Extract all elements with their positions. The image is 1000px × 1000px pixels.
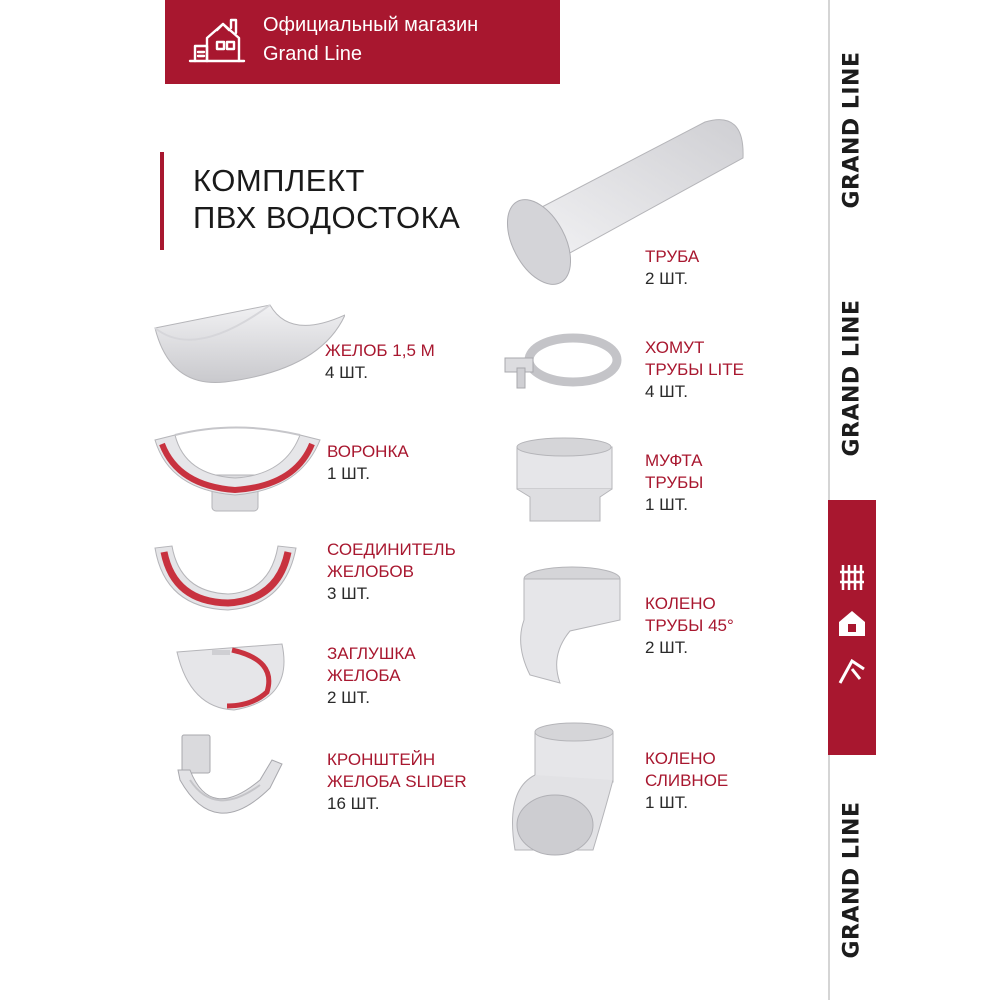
item-name: КРОНШТЕЙН <box>327 750 436 769</box>
item-pipe-coupling <box>645 450 703 516</box>
gutter-cap-image <box>172 640 297 715</box>
store-banner <box>165 0 560 84</box>
item-qty: 1 ШТ. <box>645 793 688 812</box>
item-name-2: СЛИВНОЕ <box>645 771 729 790</box>
brand-text: GRAND LINE <box>839 51 865 209</box>
item-pipe-elbow-45 <box>645 593 734 659</box>
gutter-bracket-image <box>160 730 300 840</box>
side-category-tab <box>828 500 876 755</box>
item-qty: 16 ШТ. <box>327 794 380 813</box>
item-qty: 2 ШТ. <box>645 638 688 657</box>
item-qty: 4 ШТ. <box>325 363 368 382</box>
item-qty: 2 ШТ. <box>327 688 370 707</box>
pipe-clamp-image <box>495 330 625 400</box>
item-qty: 1 ШТ. <box>327 464 370 483</box>
item-gutter-cap <box>327 643 416 709</box>
item-qty: 2 ШТ. <box>645 269 688 288</box>
item-name-2: ТРУБЫ 45° <box>645 616 734 635</box>
gutter-connector-image <box>150 540 300 615</box>
outlet-elbow-image <box>505 720 625 860</box>
item-name: КОЛЕНО <box>645 749 716 768</box>
item-gutter-connector <box>327 539 456 605</box>
item-qty: 4 ШТ. <box>645 382 688 401</box>
pipe-elbow-45-image <box>510 565 625 690</box>
item-name: СОЕДИНИТЕЛЬ <box>327 540 456 559</box>
item-pipe-clamp <box>645 337 744 403</box>
item-name-2: ТРУБЫ LITE <box>645 360 744 379</box>
item-name-2: ЖЕЛОБА <box>327 666 401 685</box>
item-gutter-bracket <box>327 749 467 815</box>
item-name: КОЛЕНО <box>645 594 716 613</box>
item-name: ХОМУТ <box>645 338 705 357</box>
banner-line1: Официальный магазин <box>263 14 479 36</box>
item-name-2: ЖЕЛОБОВ <box>327 562 414 581</box>
title-accent-bar <box>160 152 164 250</box>
item-name: ЖЕЛОБ 1,5 М <box>325 341 435 360</box>
house-icon <box>187 14 247 66</box>
brand-text: GRAND LINE <box>839 299 865 457</box>
item-name: МУФТА <box>645 451 703 470</box>
item-name: ТРУБА <box>645 247 700 266</box>
item-funnel <box>327 441 409 485</box>
roof-icon <box>838 655 866 685</box>
item-pipe <box>645 246 699 290</box>
brand-text: GRAND LINE <box>839 801 865 959</box>
item-name: ВОРОНКА <box>327 442 409 461</box>
funnel-image <box>150 420 325 515</box>
item-outlet-elbow <box>645 748 728 814</box>
item-name-2: ЖЕЛОБА SLIDER <box>327 772 467 791</box>
page-title-line2: ПВХ ВОДОСТОКА <box>193 200 461 235</box>
item-qty: 3 ШТ. <box>327 584 370 603</box>
item-gutter <box>325 340 435 384</box>
fence-icon <box>838 562 866 592</box>
house-icon <box>836 608 868 638</box>
pipe-coupling-image <box>512 435 617 525</box>
item-qty: 1 ШТ. <box>645 495 688 514</box>
gutter-image <box>150 300 345 390</box>
page-title-line1: КОМПЛЕКТ <box>193 163 365 198</box>
banner-line2: Grand Line <box>263 43 362 65</box>
pipe-image <box>505 110 750 290</box>
item-name: ЗАГЛУШКА <box>327 644 416 663</box>
item-name-2: ТРУБЫ <box>645 473 704 492</box>
